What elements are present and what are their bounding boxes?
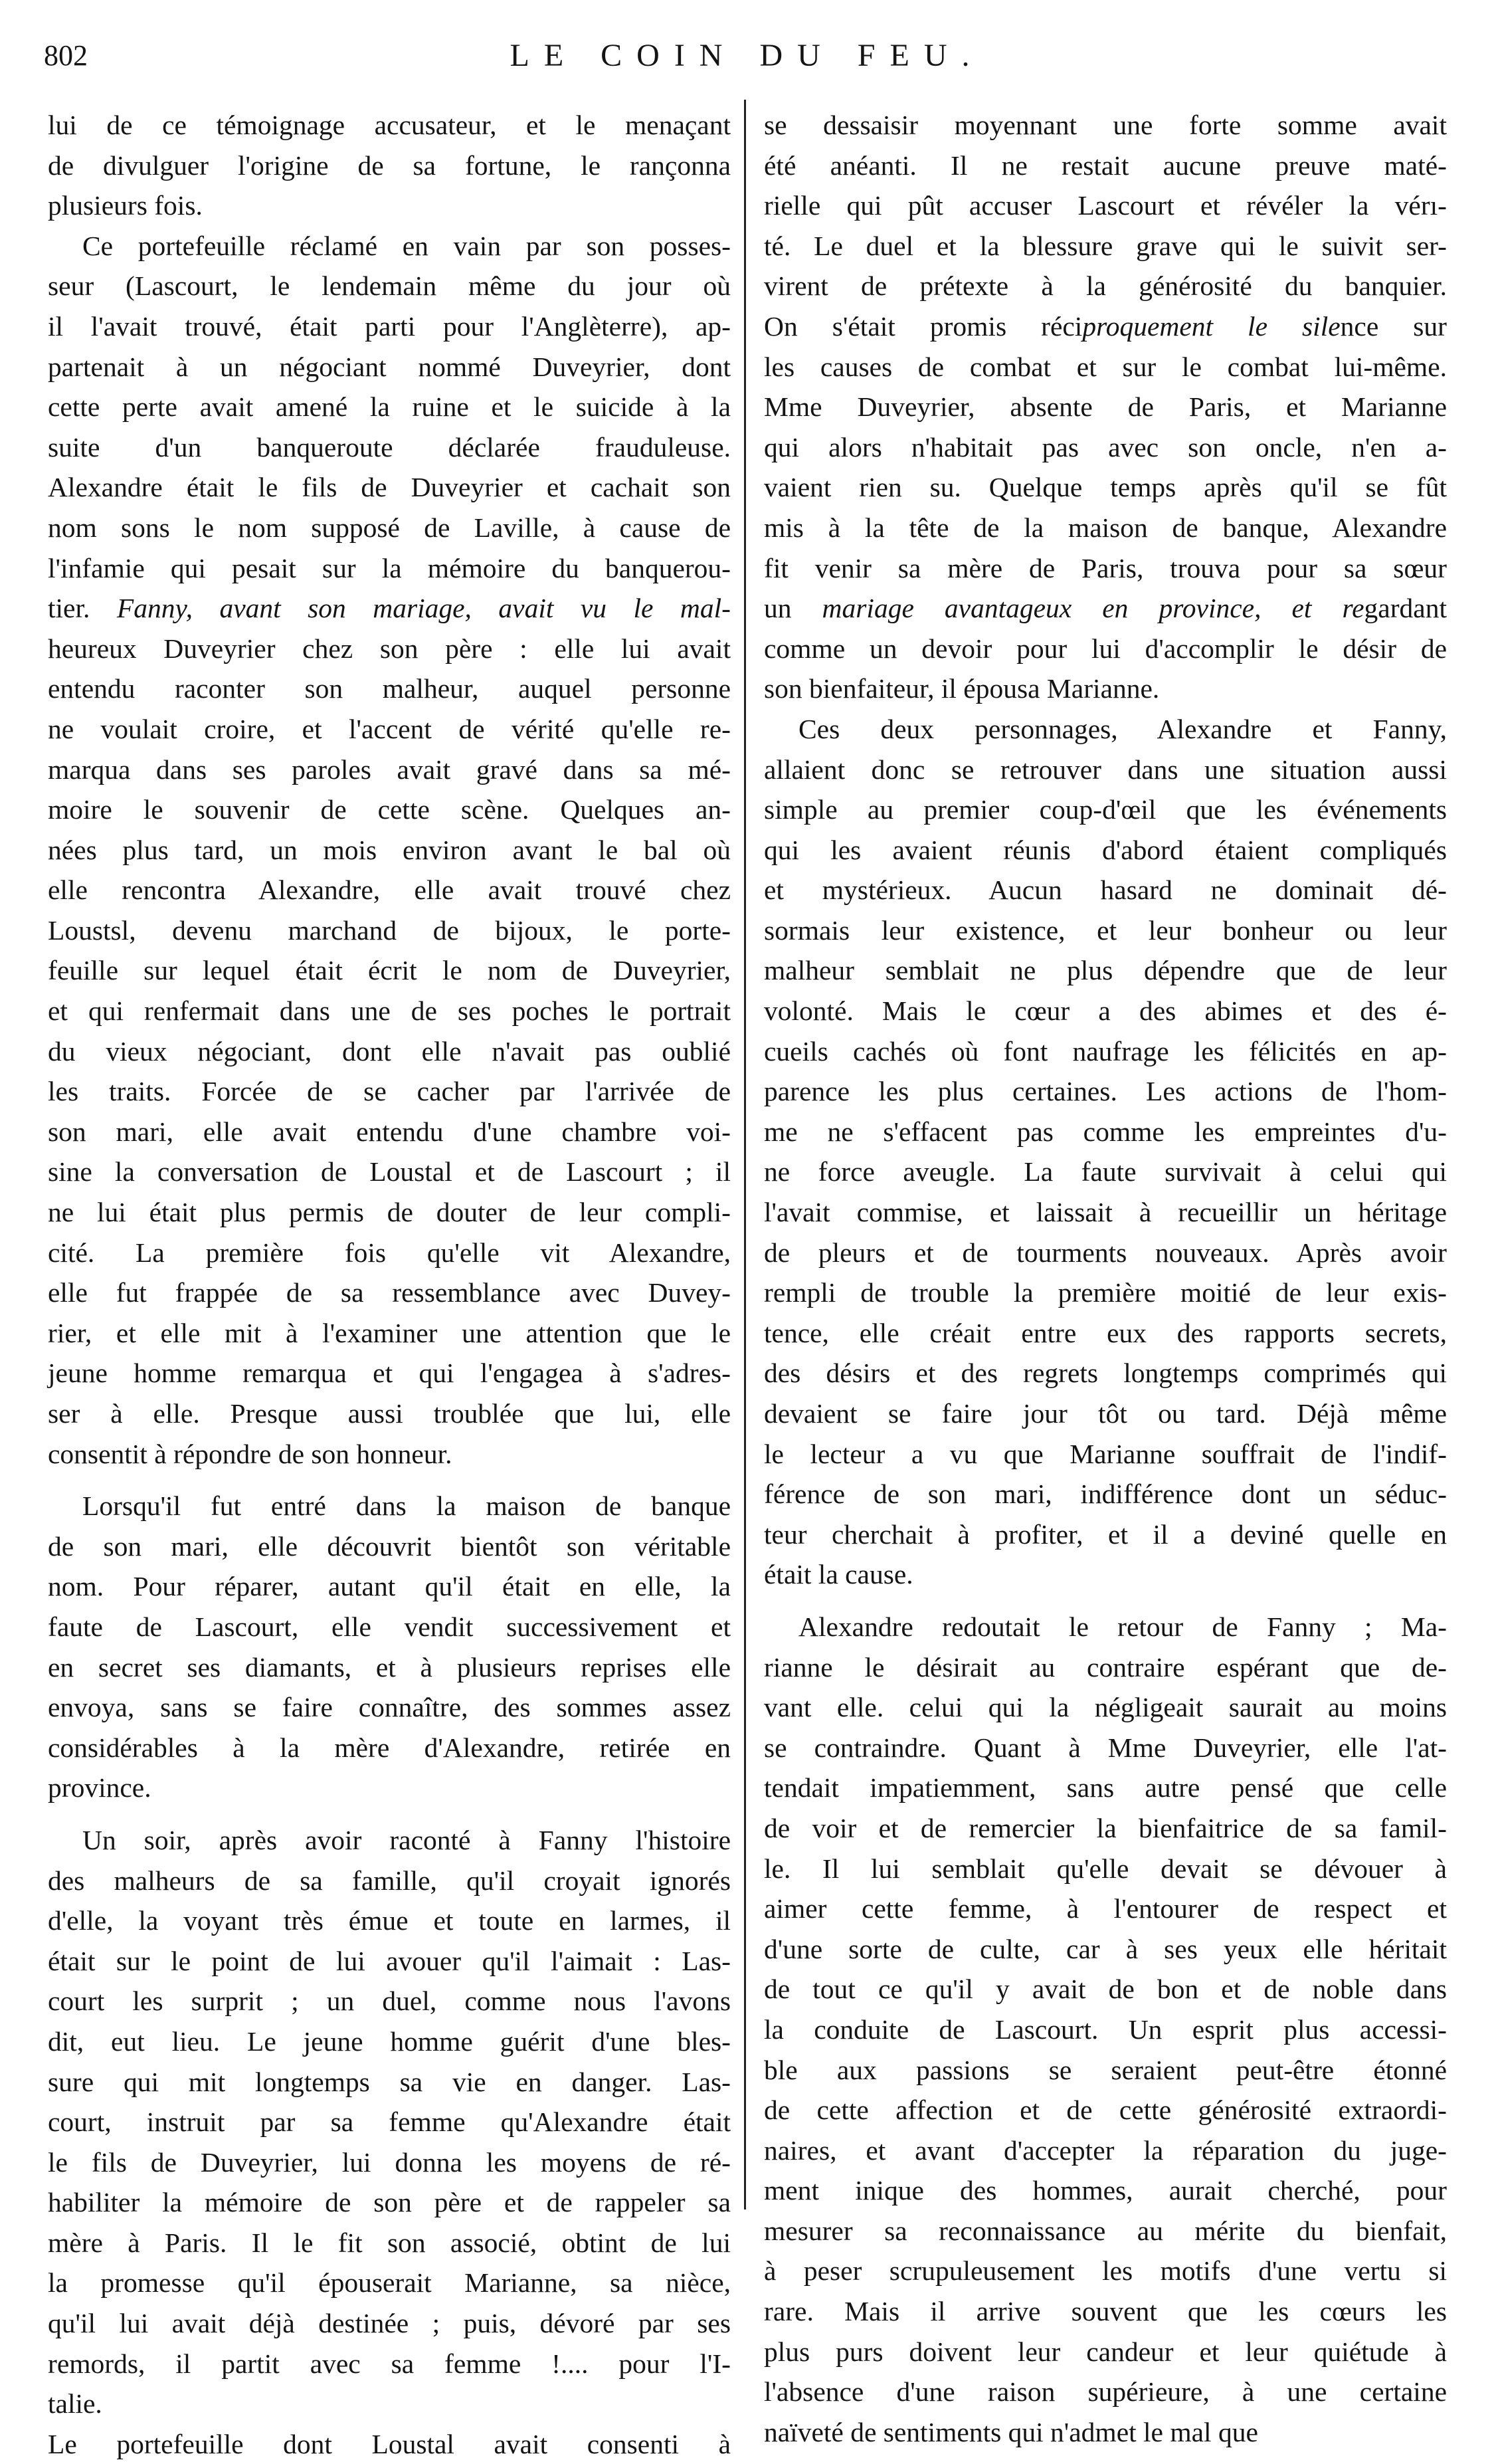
text-line: nom. Pour réparer, autant qu'il était en elle, la bbox=[48, 1571, 731, 1602]
running-title: LE COIN DU FEU. bbox=[510, 38, 984, 73]
text-line: Loustsl, devenu marchand de bijoux, le porte- bbox=[48, 914, 731, 946]
text-line: marqua dans ses paroles avait gravé dans sa mé- bbox=[48, 754, 731, 785]
text-line: faute de Lascourt, elle vendit successivement et bbox=[48, 1611, 731, 1642]
text-line: rielle qui pût accuser Lascourt et révéler la vérı- bbox=[764, 190, 1447, 221]
text-line: lui de ce témoignage accusateur, et le menaçant bbox=[48, 110, 731, 140]
text-line: mis à la tête de la maison de banque, Alexandre bbox=[764, 512, 1447, 543]
text-line: simple au premier coup-d'œil que les événements bbox=[764, 794, 1447, 825]
text-line: de tout ce qu'il y avait de bon et de noble dans bbox=[764, 1974, 1447, 2005]
text-line: rianne le désirait au contraire espérant que de- bbox=[764, 1651, 1447, 1683]
text-line: comme un devoir pour lui d'accomplir le désir de bbox=[764, 633, 1447, 664]
italic-text: mariage avantageux en province, et re bbox=[822, 593, 1364, 624]
text-columns bbox=[48, 105, 1455, 2459]
text-line: rare. Mais il arrive souvent que les cœurs les bbox=[764, 2296, 1447, 2327]
text-line: vant elle. celui qui la négligeait saurait au moins bbox=[764, 1692, 1447, 1723]
text-line: Ce portefeuille réclamé en vain par son posses- bbox=[82, 230, 731, 261]
text-line: d'elle, la voyant très émue et toute en larmes, il bbox=[48, 1905, 731, 1936]
text-line: tier. Fanny, avant son mariage, avait vu le mal- bbox=[48, 593, 731, 624]
text-line: de cette affection et de cette générosité extraordi- bbox=[764, 2095, 1447, 2126]
text-line: parence les plus certaines. Les actions de l'hom- bbox=[764, 1076, 1447, 1107]
text-line: Ces deux personnages, Alexandre et Fanny, bbox=[798, 713, 1447, 744]
text-line: considérables à la mère d'Alexandre, retirée en bbox=[48, 1732, 731, 1763]
text-line: en secret ses diamants, et à plusieurs reprises elle bbox=[48, 1651, 731, 1683]
text-line: d'une sorte de culte, car à ses yeux elle héritait bbox=[764, 1933, 1447, 1964]
text-line: la conduite de Lascourt. Un esprit plus accessi- bbox=[764, 2013, 1447, 2045]
text-line: cette perte avait amené la ruine et le suicide à la bbox=[48, 391, 731, 423]
italic-text: Fanny, avant son mariage, avait vu le mal- bbox=[90, 593, 731, 624]
text-line: ment inique des hommes, aurait cherché, pour bbox=[764, 2175, 1447, 2206]
page-number: 802 bbox=[44, 39, 88, 72]
text-line: tendait impatiemment, sans autre pensé que celle bbox=[764, 1772, 1447, 1803]
text-line: seur (Lascourt, le lendemain même du jour où bbox=[48, 270, 731, 302]
text-line: envoya, sans se faire connaître, des sommes assez bbox=[48, 1692, 731, 1723]
text-line: de divulguer l'origine de sa fortune, le rançonna bbox=[48, 150, 731, 181]
text-line: ble aux passions se seraient peut-être étonné bbox=[764, 2054, 1447, 2085]
text-line: son mari, elle avait entendu d'une chambre voi- bbox=[48, 1116, 731, 1147]
text-line: rier, et elle mit à l'examiner une attention que le bbox=[48, 1317, 731, 1348]
text-line: le fils de Duveyrier, lui donna les moyens de ré- bbox=[48, 2146, 731, 2178]
text-line: l'absence d'une raison supérieure, à une certaine bbox=[764, 2376, 1447, 2408]
text-line: té. Le duel et la blessure grave qui le suivit ser- bbox=[764, 230, 1447, 261]
text-line: et qui renfermait dans une de ses poches le portrait bbox=[48, 995, 731, 1027]
text-line: les traits. Forcée de se cacher par l'arrivée de bbox=[48, 1076, 731, 1107]
text-line: moire le souvenir de cette scène. Quelques an- bbox=[48, 794, 731, 825]
text-line: consentit à répondre de son honneur. bbox=[48, 1438, 452, 1469]
text-line: sine la conversation de Loustal et de Lascourt ; il bbox=[48, 1156, 731, 1187]
text-line: Le portefeuille dont Loustal avait consenti à bbox=[48, 2428, 731, 2459]
text-line: naires, et avant d'accepter la réparation du juge- bbox=[764, 2134, 1447, 2166]
text-line: se contraindre. Quant à Mme Duveyrier, elle l'at- bbox=[764, 1732, 1447, 1763]
text-line: aimer cette femme, à l'entourer de respect et bbox=[764, 1893, 1447, 1924]
text-line: le lecteur a vu que Marianne souffrait de l'indif- bbox=[764, 1438, 1447, 1469]
text-line: Alexandre était le fils de Duveyrier et cachait son bbox=[48, 472, 731, 503]
text-line: allaient donc se retrouver dans une situation aussi bbox=[764, 754, 1447, 785]
text-line: était sur le point de lui avouer qu'il l'aimait : Las- bbox=[48, 1945, 731, 1976]
text-line: talie. bbox=[48, 2388, 102, 2419]
text-line: court les surprit ; un duel, comme nous l'avons bbox=[48, 1986, 731, 2017]
text-line: entendu raconter son malheur, auquel personne bbox=[48, 673, 731, 704]
text-line: et mystérieux. Aucun hasard ne dominait dé- bbox=[764, 874, 1447, 906]
text-line: habiliter la mémoire de son père et de rappeler sa bbox=[48, 2187, 731, 2218]
text-line: qui alors n'habitait pas avec son oncle, n'en a- bbox=[764, 431, 1447, 462]
text-line: dit, eut lieu. Le jeune homme guérit d'une bles- bbox=[48, 2025, 731, 2057]
text-line: On s'était promis réciproquement le silence sur bbox=[764, 310, 1447, 342]
text-line: plus purs doivent leur candeur et leur quiétude à bbox=[764, 2336, 1447, 2367]
text-line: cité. La première fois qu'elle vit Alexandre, bbox=[48, 1237, 731, 1268]
text-line: remords, il partit avec sa femme !.... pour l'I- bbox=[48, 2348, 731, 2379]
text-line: Lorsqu'il fut entré dans la maison de banque bbox=[82, 1490, 731, 1522]
text-line: ne voulait croire, et l'accent de vérité qu'elle re- bbox=[48, 713, 731, 744]
text-line: sormais leur existence, et leur bonheur ou leur bbox=[764, 914, 1447, 946]
text-line: de pleurs et de tourments nouveaux. Après avoir bbox=[764, 1237, 1447, 1268]
text-line: ne lui était plus permis de douter de leur compli- bbox=[48, 1197, 731, 1228]
text-line: court, instruit par sa femme qu'Alexandre était bbox=[48, 2106, 731, 2138]
text-line: son bienfaiteur, il épousa Marianne. bbox=[764, 673, 1160, 704]
left-column bbox=[48, 105, 731, 2459]
text-line: me ne s'effacent pas comme les empreintes d'u- bbox=[764, 1116, 1447, 1147]
text-line: teur cherchait à profiter, et il a deviné quelle en bbox=[764, 1518, 1447, 1550]
text-line: suite d'un banqueroute déclarée frauduleuse. bbox=[48, 431, 731, 462]
text-line: le. Il lui semblait qu'elle devait se dévouer à bbox=[764, 1853, 1447, 1884]
page-header bbox=[40, 35, 1454, 81]
text-line: elle fut frappée de sa ressemblance avec Duvey- bbox=[48, 1277, 731, 1308]
text-line: fit venir sa mère de Paris, trouva pour sa sœur bbox=[764, 552, 1447, 583]
text-line: jeune homme remarqua et qui l'engagea à s'adres- bbox=[48, 1358, 731, 1389]
text-line: l'avait commise, et laissait à recueillir un héritage bbox=[764, 1197, 1447, 1228]
text-line: province. bbox=[48, 1772, 151, 1803]
text-line: virent de prétexte à la générosité du banquier. bbox=[764, 270, 1447, 302]
text-line: les causes de combat et sur le combat lui-même. bbox=[764, 351, 1447, 382]
italic-text: proquement le sile bbox=[1082, 310, 1341, 342]
text-line: se dessaisir moyennant une forte somme avait bbox=[764, 110, 1447, 140]
text-line: rempli de trouble la première moitié de leur exis- bbox=[764, 1277, 1447, 1308]
text-line: était la cause. bbox=[764, 1559, 913, 1590]
text-line: qu'il lui avait déjà destinée ; puis, dévoré par ses bbox=[48, 2308, 731, 2339]
text-line: férence de son mari, indifférence dont un séduc- bbox=[764, 1479, 1447, 1510]
text-line: un mariage avantageux en province, et regardant bbox=[764, 593, 1447, 624]
text-line: de son mari, elle découvrit bientôt son véritable bbox=[48, 1530, 731, 1562]
text-line: malheur semblait ne plus dépendre que de leur bbox=[764, 955, 1447, 986]
text-line: devaient se faire jour tôt ou tard. Déjà même bbox=[764, 1398, 1447, 1429]
text-line: l'infamie qui pesait sur la mémoire du banquerou- bbox=[48, 552, 731, 583]
text-line: volonté. Mais le cœur a des abimes et des é- bbox=[764, 995, 1447, 1027]
text-line: des désirs et des regrets longtemps comprimés qui bbox=[764, 1358, 1447, 1389]
text-line: Un soir, après avoir raconté à Fanny l'histoire bbox=[82, 1824, 731, 1855]
text-line: nom sons le nom supposé de Laville, à cause de bbox=[48, 512, 731, 543]
text-line: cueils cachés où font naufrage les félicités en ap- bbox=[764, 1035, 1447, 1067]
text-line: mère à Paris. Il le fit son associé, obtint de lui bbox=[48, 2227, 731, 2258]
text-line: été anéanti. Il ne restait aucune preuve maté- bbox=[764, 150, 1447, 181]
text-line: plusieurs fois. bbox=[48, 190, 203, 221]
text-line: partenait à un négociant nommé Duveyrier, dont bbox=[48, 351, 731, 382]
text-line: heureux Duveyrier chez son père : elle lui avait bbox=[48, 633, 731, 664]
text-line: naïveté de sentiments qui n'admet le mal que bbox=[764, 2416, 1258, 2447]
text-line: mesurer sa reconnaissance au mérite du bienfait, bbox=[764, 2215, 1447, 2246]
text-line: vaient rien su. Quelque temps après qu'il se fût bbox=[764, 472, 1447, 503]
text-line: nées plus tard, un mois environ avant le bal où bbox=[48, 834, 731, 865]
text-line: Alexandre redoutait le retour de Fanny ; Ma- bbox=[798, 1611, 1447, 1642]
text-line: qui les avaient réunis d'abord étaient compliqués bbox=[764, 834, 1447, 865]
text-line: de voir et de remercier la bienfaitrice de sa famil- bbox=[764, 1812, 1447, 1843]
text-line: ser à elle. Presque aussi troublée que lui, elle bbox=[48, 1398, 731, 1429]
text-line: des malheurs de sa famille, qu'il croyait ignorés bbox=[48, 1865, 731, 1896]
right-column bbox=[764, 105, 1447, 2447]
text-line: Mme Duveyrier, absente de Paris, et Marianne bbox=[764, 391, 1447, 423]
text-line: à peser scrupuleusement les motifs d'une vertu si bbox=[764, 2255, 1447, 2287]
text-line: sure qui mit longtemps sa vie en danger. Las- bbox=[48, 2066, 731, 2097]
text-line: du vieux négociant, dont elle n'avait pas oublié bbox=[48, 1035, 731, 1067]
text-line: elle rencontra Alexandre, elle avait trouvé chez bbox=[48, 874, 731, 906]
text-line: il l'avait trouvé, était parti pour l'Anglèterre), ap- bbox=[48, 310, 731, 342]
text-line: tence, elle créait entre eux des rapports secrets, bbox=[764, 1317, 1447, 1348]
text-line: ne force aveugle. La faute survivait à celui qui bbox=[764, 1156, 1447, 1187]
text-line: la promesse qu'il épouserait Marianne, sa nièce, bbox=[48, 2267, 731, 2299]
text-line: feuille sur lequel était écrit le nom de Duveyrier, bbox=[48, 955, 731, 986]
